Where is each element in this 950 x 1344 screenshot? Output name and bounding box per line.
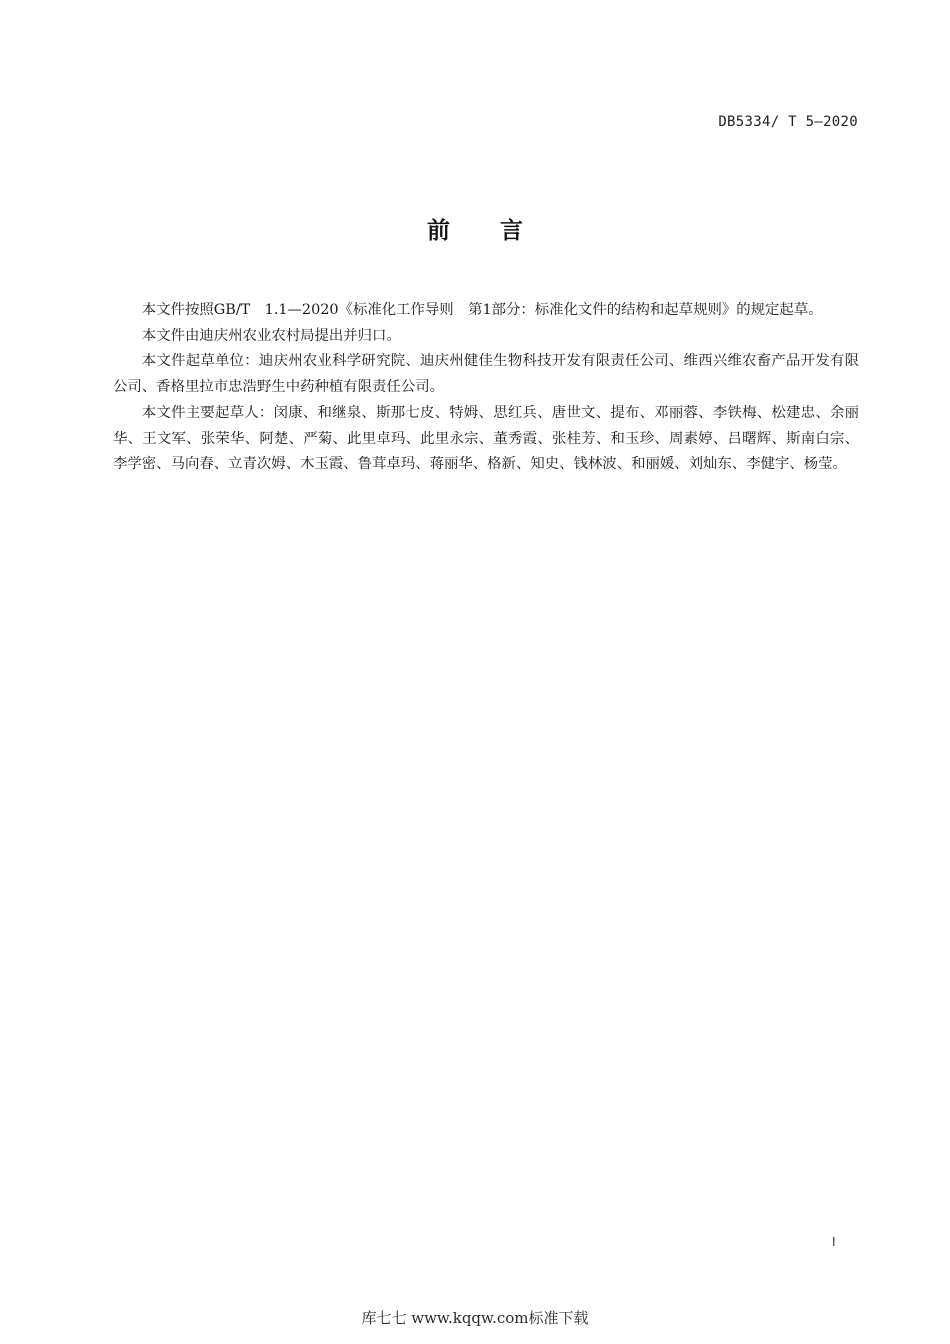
document-code: DB5334/ T 5—2020 — [718, 114, 858, 130]
paragraph-proposer: 本文件由迪庆州农业农村局提出并归口。 — [141, 327, 401, 344]
paragraph-drafters: 本文件主要起草人：闵康、和继泉、斯那七皮、特姆、思红兵、唐世文、提布、邓丽蓉、李铁梅、松建忠、余丽华、王文军、张荣华、阿楚、严菊、此里卓玛、此里永宗、董秀霞、张桂芳、和玉珍、周素婷、吕曙辉、斯南白宗、李学密、马向春、立青次姆、木玉霞、鲁茸卓玛、蒋丽华、格新、知史、钱林波、和丽媛、刘灿东、李健宇、杨莹。 — [113, 404, 859, 473]
page-title: 前言 — [427, 218, 573, 244]
foreword-body — [113, 298, 859, 478]
source-watermark: 库七七 www.kqqw.com标准下载 — [361, 1309, 589, 1327]
paragraph-drafting-rules: 本文件按照GB/T 1.1—2020《标准化工作导则 第1部分：标准化文件的结构和起草规则》的规定起草。 — [141, 302, 823, 318]
page-number: I — [832, 1235, 836, 1249]
paragraph-drafting-units: 本文件起草单位：迪庆州农业科学研究院、迪庆州健佳生物科技开发有限责任公司、维西兴维农畜产品开发有限公司、香格里拉市忠浩野生中药种植有限责任公司。 — [113, 353, 859, 396]
